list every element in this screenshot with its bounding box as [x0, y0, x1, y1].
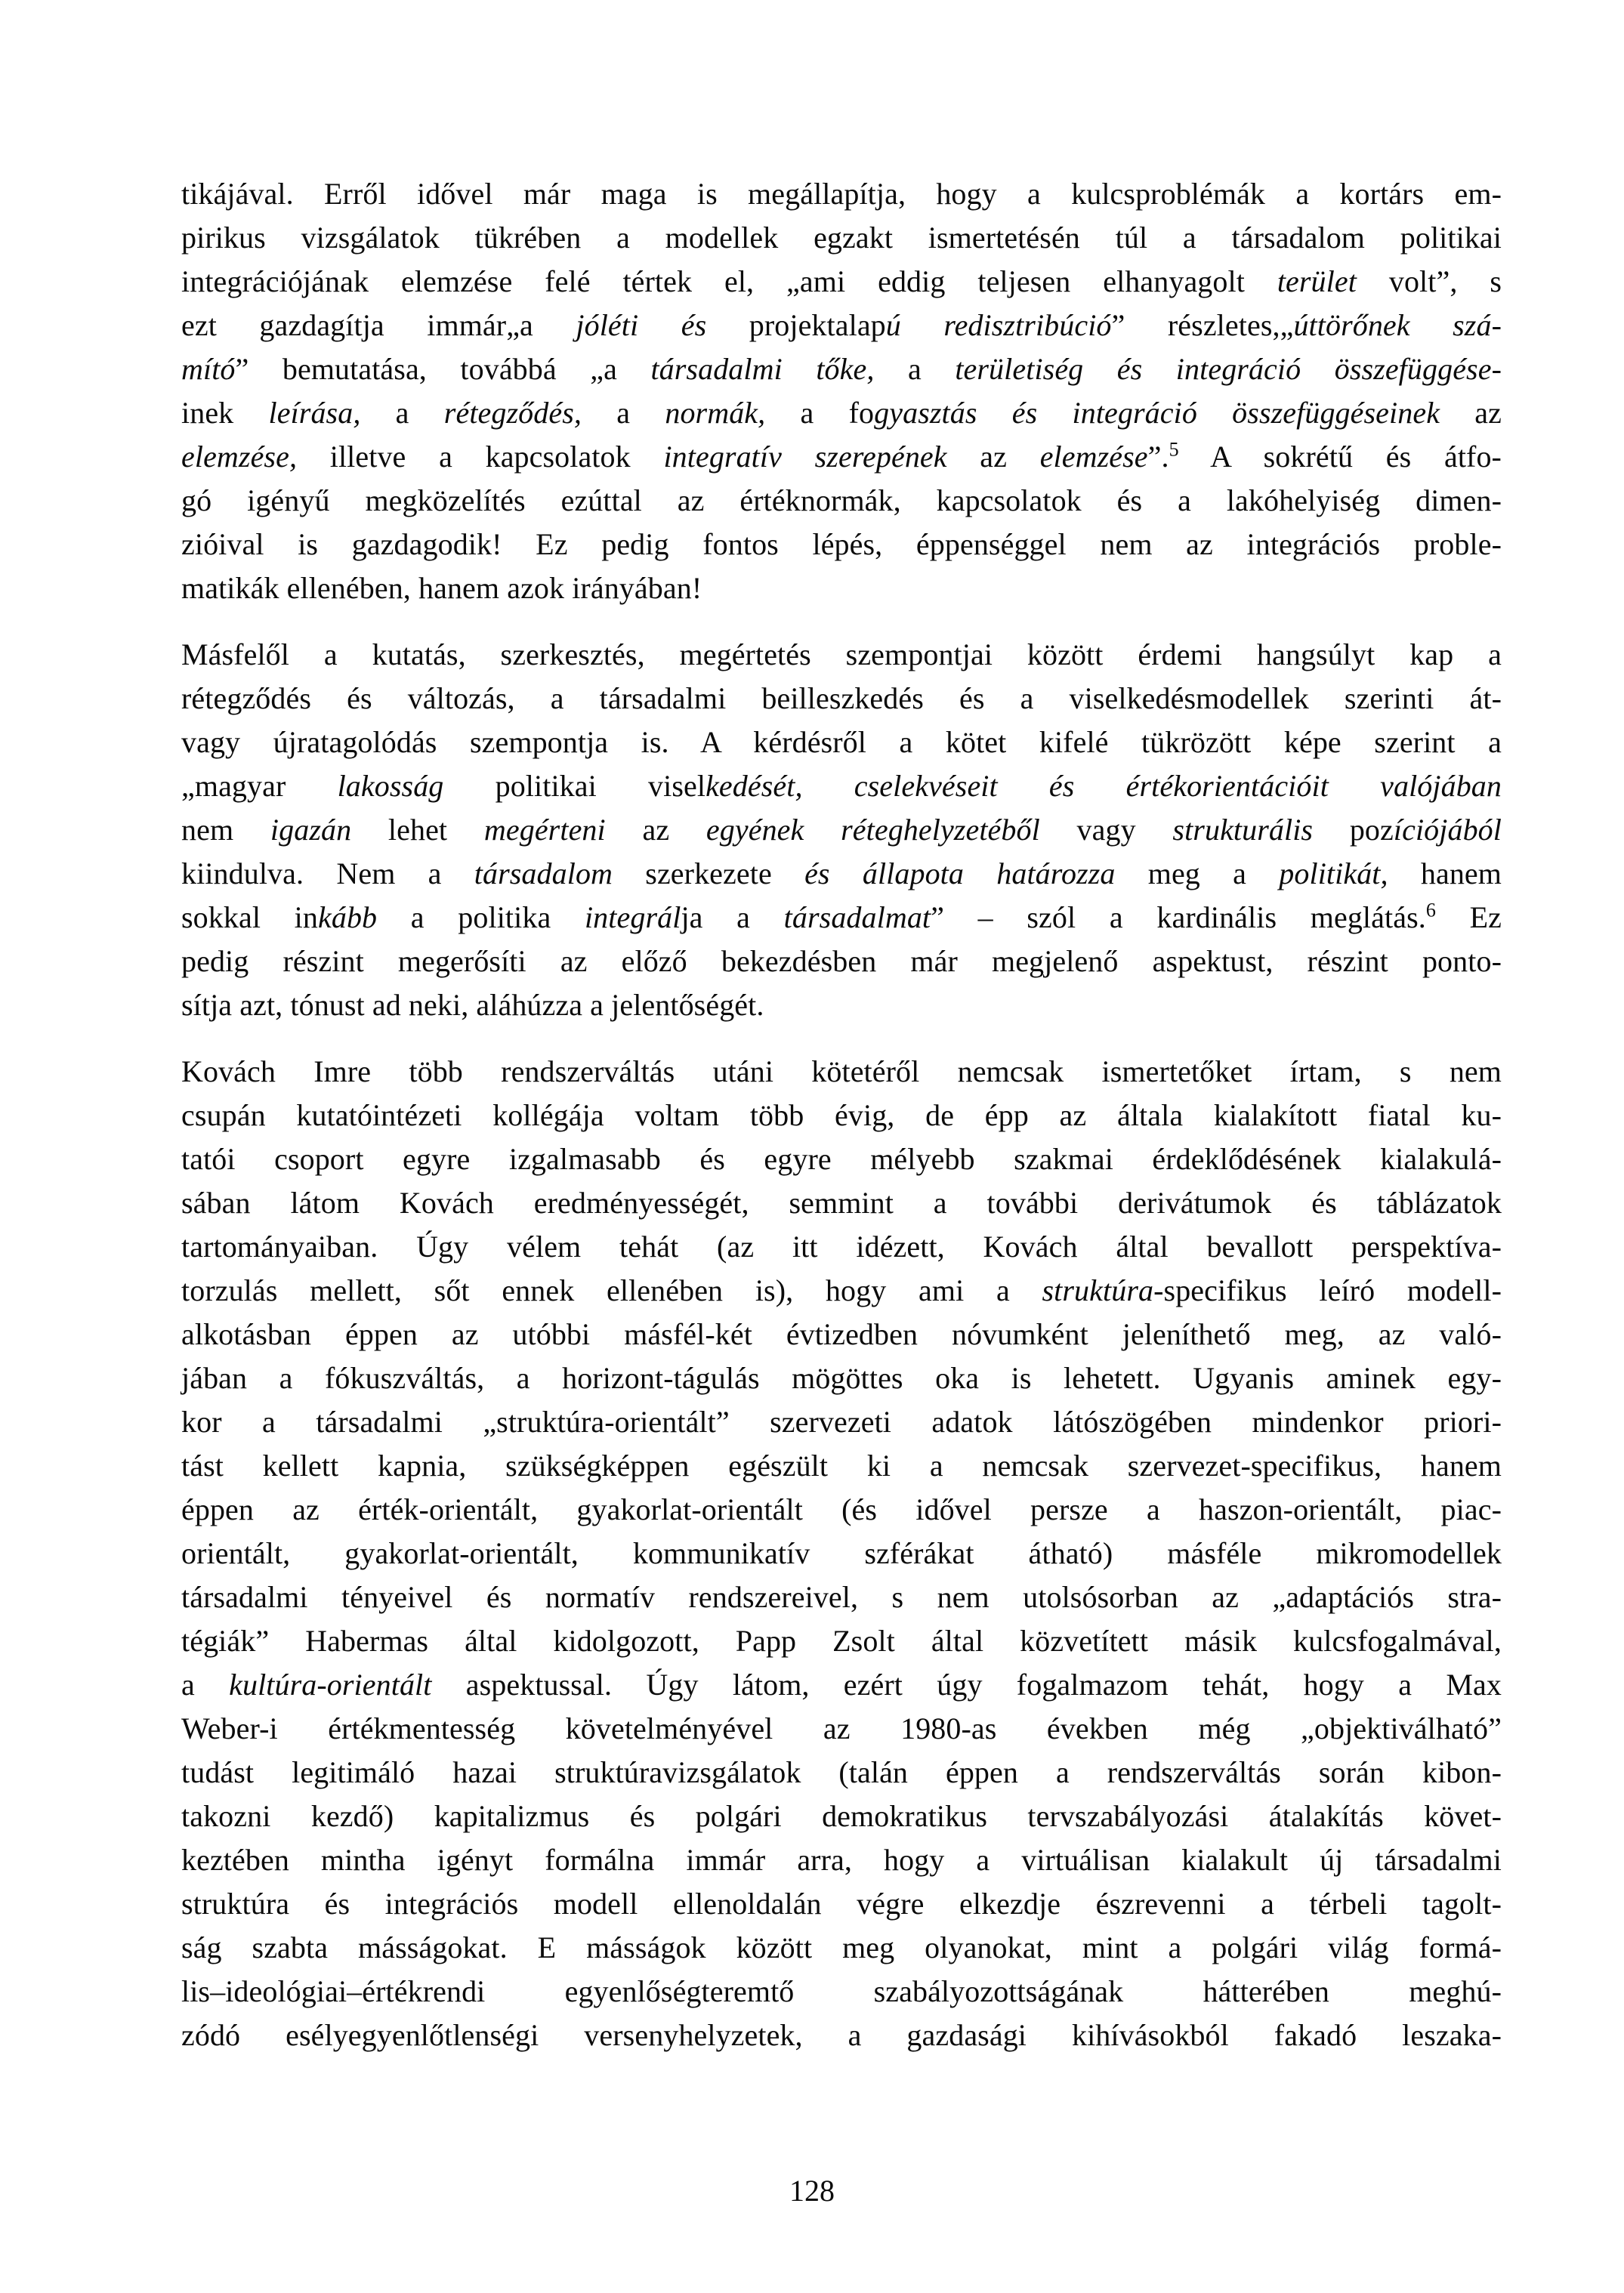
text-line — [181, 1882, 1502, 1926]
page-text — [181, 172, 1502, 2080]
text-run: kor a társadalmi „struktúra-orientált” szervezeti adatok látószögében mindenkor priori- — [181, 1405, 1502, 1439]
text-line — [181, 1181, 1502, 1225]
text-line — [181, 1532, 1502, 1575]
text-run: Weber-i értékmentesség követelményével az 1980-as években még „objektiválható” — [181, 1711, 1502, 1745]
text-run: tégiák” Habermas által kidolgozott, Papp Zsolt által közvetített másik kulcsfogalmával, — [181, 1624, 1502, 1658]
text-run: az — [1440, 396, 1502, 430]
text-line — [181, 1795, 1502, 1838]
text-run: a — [360, 396, 444, 430]
text-line — [181, 1970, 1502, 2014]
text-run: alkotásban éppen az utóbbi másfél-két évtizedben nóvumként jeleníthető meg, az való- — [181, 1317, 1502, 1351]
text-run: kultúra-orientált — [229, 1668, 432, 1702]
text-run: pedig részint megerősíti az előző bekezdésben már megjelenő aspektust, részint ponto- — [181, 944, 1502, 978]
text-line — [181, 304, 1502, 347]
text-run: strukturális — [1172, 813, 1314, 847]
text-run: az — [946, 440, 1040, 474]
text-line — [181, 1050, 1502, 1094]
text-run: politikai visel — [443, 769, 706, 803]
text-run: integratív szerepének — [663, 440, 947, 474]
text-run: és állapota határozza — [804, 856, 1116, 890]
text-run: vagy — [1039, 813, 1173, 847]
text-run: igazán — [270, 813, 352, 847]
text-run: tatói csoport egyre izgalmasabb és egyre mélyebb szakmai érdeklődésének kialakulá- — [181, 1142, 1502, 1176]
text-run: matikák ellenében, hanem azok irányában! — [181, 571, 702, 605]
text-line — [181, 764, 1502, 808]
text-run: kedését, cselekvéseit és értékorientációit valójában — [705, 769, 1502, 803]
text-run: pirikus vizsgálatok tükrében a modellek egzakt ismertetésén túl a társadalom politikai — [181, 221, 1502, 255]
text-run: lis–ideológiai–értékrendi egyenlőségteremtő szabályozottságának hátterében meghú- — [181, 1974, 1502, 2008]
text-line — [181, 216, 1502, 260]
text-run: volt”, s — [1356, 264, 1502, 298]
text-run: hanem — [1388, 856, 1502, 890]
text-line — [181, 391, 1502, 435]
text-run: ”. — [1147, 440, 1169, 474]
text-run: ság szabta másságokat. E másságok között meg olyanokat, mint a polgári világ formá- — [181, 1930, 1502, 1964]
footnote-ref: 5 — [1169, 438, 1179, 461]
text-line — [181, 435, 1502, 479]
text-run: szerkezete — [613, 856, 805, 890]
text-line — [181, 1926, 1502, 1970]
text-line — [181, 896, 1502, 940]
text-run: tudást legitimáló hazai struktúravizsgálatok (talán éppen a rendszerváltás során kibon- — [181, 1755, 1502, 1789]
text-run: egyének réteghelyzetéből — [705, 813, 1040, 847]
footnote-ref: 6 — [1425, 899, 1436, 921]
text-run: ja a — [681, 900, 784, 934]
text-run: gó igényű megközelítés ezúttal az értéknormák, kapcsolatok és a lakóhelyiség dimen- — [181, 483, 1502, 517]
text-run: ” bemutatása, továbbá „a — [235, 352, 651, 386]
text-run: integrációjának elemzése felé tértek el, „ami eddig teljesen elhanyagolt — [181, 264, 1277, 298]
text-run: éppen az érték-orientált, gyakorlat-orientált (és idővel persze a haszon-orientált, piac- — [181, 1492, 1502, 1526]
text-run: vagy újratagolódás szempontja is. A kérdésről a kötet kifelé tükrözött képe szerint a — [181, 725, 1502, 759]
text-run: elemzése — [1039, 440, 1148, 474]
text-run: -specifikus leíró modell- — [1153, 1273, 1502, 1307]
text-line — [181, 677, 1502, 721]
text-run: zódó esélyegyenlőtlenségi versenyhelyzetek, a gazdasági kihívásokból fakadó leszaka- — [181, 2018, 1502, 2052]
text-run: keztében mintha igényt formálna immár arra, hogy a virtuálisan kialakult új társadalmi — [181, 1843, 1502, 1877]
text-line — [181, 2014, 1502, 2057]
text-run: poz — [1313, 813, 1394, 847]
text-run: ú redisztribúció — [885, 308, 1112, 342]
text-run: zióival is gazdagodik! Ez pedig fontos lépés, éppenséggel nem az integrációs proble- — [181, 527, 1502, 561]
text-line — [181, 721, 1502, 764]
text-run: kiindulva. Nem a — [181, 856, 474, 890]
text-run: jóléti és — [576, 308, 749, 342]
text-run: aspektussal. Úgy látom, ezért úgy fogalmazom tehát, hogy a Max — [431, 1668, 1502, 1702]
text-run: társadalmi tőke, — [650, 352, 875, 386]
text-run: lakosság — [337, 769, 444, 803]
text-line — [181, 1575, 1502, 1619]
text-line — [181, 1400, 1502, 1444]
text-run: a politika — [377, 900, 585, 934]
text-line — [181, 1444, 1502, 1488]
text-line — [181, 1094, 1502, 1137]
text-line — [181, 1137, 1502, 1181]
text-line — [181, 1707, 1502, 1751]
text-run: ezt gazdagítja immár„a — [181, 308, 576, 342]
text-run: ” részletes,„ — [1111, 308, 1294, 342]
text-run: struktúra — [1042, 1273, 1154, 1307]
text-line — [181, 1313, 1502, 1356]
text-run: A sokrétű és átfo- — [1178, 440, 1502, 474]
paragraph — [181, 172, 1502, 610]
text-line — [181, 566, 1502, 610]
text-run: torzulás mellett, sőt ennek ellenében is), hogy ami a — [181, 1273, 1042, 1307]
text-run: projektalap — [749, 308, 886, 342]
text-run: elemzése, — [181, 440, 298, 474]
text-run: területiség és integráció összefüggése- — [955, 352, 1502, 386]
text-run: politikát, — [1279, 856, 1388, 890]
text-run: inek — [181, 396, 269, 430]
text-run: Másfelől a kutatás, szerkesztés, megértetés szempontjai között érdemi hangsúlyt kap a — [181, 637, 1502, 671]
text-run: társadalom — [474, 856, 613, 890]
text-line — [181, 260, 1502, 304]
text-line — [181, 1751, 1502, 1795]
text-run: orientált, gyakorlat-orientált, kommunikatív szférákat átható) másféle mikromodellek — [181, 1536, 1502, 1570]
text-run: takozni kezdő) kapitalizmus és polgári demokratikus tervszabályozási átalakítás követ- — [181, 1799, 1502, 1833]
text-line — [181, 479, 1502, 523]
text-line — [181, 1225, 1502, 1269]
text-line — [181, 983, 1502, 1027]
text-run: társadalmat — [783, 900, 931, 934]
text-run: csupán kutatóintézeti kollégája voltam több évig, de épp az általa kialakított fiatal ku- — [181, 1098, 1502, 1132]
text-run: integrál — [584, 900, 681, 934]
text-run: mító — [181, 352, 236, 386]
text-line — [181, 1838, 1502, 1882]
text-run: gyasztás és integráció összefüggéseinek — [874, 396, 1440, 430]
text-line — [181, 1619, 1502, 1663]
text-run: sában látom Kovách eredményességét, semmint a további derivátumok és táblázatok — [181, 1186, 1502, 1220]
text-run: meg a — [1115, 856, 1280, 890]
text-run: tartományaiban. Úgy vélem tehát (az itt idézett, Kovách által bevallott perspektíva- — [181, 1230, 1502, 1264]
text-line — [181, 1356, 1502, 1400]
text-run: a fo — [765, 396, 875, 430]
text-run: társadalmi tényeivel és normatív rendszereivel, s nem utolsósorban az „adaptációs stra- — [181, 1580, 1502, 1614]
text-run: kább — [318, 900, 378, 934]
text-run: sítja azt, tónust ad neki, aláhúzza a jelentőségét. — [181, 988, 764, 1022]
paragraph — [181, 633, 1502, 1027]
paragraph — [181, 1050, 1502, 2057]
text-line — [181, 940, 1502, 983]
text-run: Ez — [1435, 900, 1502, 934]
text-run: a — [581, 396, 665, 430]
text-run: íciójából — [1393, 813, 1502, 847]
text-line — [181, 1488, 1502, 1532]
text-line — [181, 523, 1502, 566]
text-run: illetve a kapcsolatok — [297, 440, 664, 474]
page-number: 128 — [789, 2174, 835, 2208]
text-line — [181, 808, 1502, 852]
text-run: normák, — [665, 396, 766, 430]
text-line — [181, 347, 1502, 391]
text-run: „magyar — [181, 769, 338, 803]
text-run: a — [181, 1668, 230, 1702]
text-line — [181, 1663, 1502, 1707]
text-run: leírása, — [268, 396, 361, 430]
text-line — [181, 633, 1502, 677]
text-run: az — [605, 813, 706, 847]
text-run: struktúra és integrációs modell ellenoldalán végre elkezdje észrevenni a térbeli tagolt- — [181, 1887, 1502, 1921]
text-run: sokkal in — [181, 900, 318, 934]
text-run: tást kellett kapnia, szükségképpen egészült ki a nemcsak szervezet-specifikus, hanem — [181, 1449, 1502, 1483]
text-run: tikájával. Erről idővel már maga is megállapítja, hogy a kulcsproblémák a kortárs em- — [181, 177, 1502, 211]
text-run: nem — [181, 813, 270, 847]
text-run: Kovách Imre több rendszerváltás utáni kötetéről nemcsak ismertetőket írtam, s nem — [181, 1054, 1502, 1088]
text-run: a — [874, 352, 956, 386]
text-run: úttörőnek szá- — [1293, 308, 1502, 342]
text-run: terület — [1277, 264, 1357, 298]
text-run: ” – szól a kardinális meglátás. — [931, 900, 1426, 934]
text-run: rétegződés és változás, a társadalmi beilleszkedés és a viselkedésmodellek szerinti át- — [181, 681, 1502, 715]
text-run: lehet — [351, 813, 484, 847]
text-run: jában a fókuszváltás, a horizont-tágulás mögöttes oka is lehetett. Ugyanis aminek egy- — [181, 1361, 1502, 1395]
text-line — [181, 1269, 1502, 1313]
text-run: rétegződés, — [443, 396, 582, 430]
text-line — [181, 172, 1502, 216]
text-line — [181, 852, 1502, 896]
text-run: megérteni — [483, 813, 606, 847]
